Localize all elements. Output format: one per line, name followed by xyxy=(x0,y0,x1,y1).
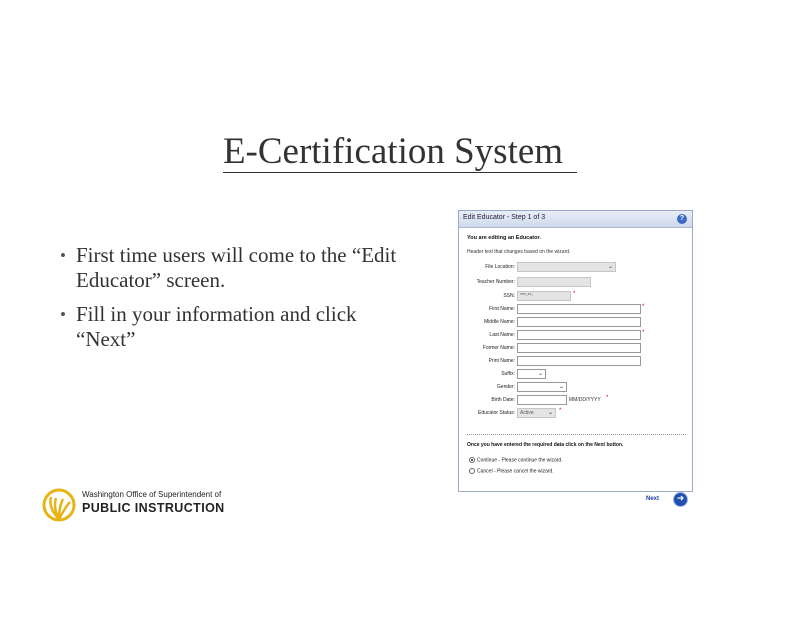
print-name-field[interactable] xyxy=(517,356,641,366)
dialog-intro: You are editing an Educator. xyxy=(467,235,541,241)
middle-name-label: Middle Name: xyxy=(484,319,515,325)
edit-educator-dialog xyxy=(458,210,693,492)
ospi-logo xyxy=(42,488,242,522)
divider xyxy=(467,434,686,435)
dialog-subtitle: Header text that changes based on the wizard. xyxy=(467,249,571,255)
file-location-select[interactable] xyxy=(517,262,616,272)
former-name-field[interactable] xyxy=(517,343,641,353)
slide-title-text: E-Certification System xyxy=(223,132,577,173)
ssn-label: SSN: xyxy=(503,293,515,299)
birth-date-row xyxy=(459,395,694,407)
file-location-label: File Location: xyxy=(485,264,515,270)
gender-select[interactable] xyxy=(517,382,567,392)
print-name-row xyxy=(459,356,694,368)
middle-name-field[interactable] xyxy=(517,317,641,327)
educator-status-row xyxy=(459,408,694,420)
first-name-label: First Name: xyxy=(489,306,515,312)
birth-date-field[interactable] xyxy=(517,395,567,405)
last-name-label: Last Name: xyxy=(489,332,515,338)
gender-label: Gender: xyxy=(496,384,515,390)
bullet-item: • Fill in your information and click “Next” xyxy=(60,302,420,352)
ssn-field[interactable]: ***-**- xyxy=(517,291,571,301)
chevron-down-icon: ⌄ xyxy=(547,410,553,416)
dialog-header xyxy=(459,211,692,228)
first-name-row xyxy=(459,304,694,316)
required-marker: * xyxy=(642,330,645,336)
continue-option[interactable] xyxy=(469,457,563,463)
dialog-title: Edit Educator - Step 1 of 3 xyxy=(463,214,546,221)
chevron-down-icon: ⌄ xyxy=(537,371,543,377)
required-marker: * xyxy=(642,304,645,310)
teacher-number-row xyxy=(459,277,694,289)
former-name-row xyxy=(459,343,694,355)
continue-radio[interactable] xyxy=(469,457,475,463)
ssn-row xyxy=(459,291,694,303)
educator-status-value: Active xyxy=(520,410,534,416)
former-name-label: Former Name: xyxy=(482,345,515,351)
gender-row xyxy=(459,382,694,394)
middle-name-row xyxy=(459,317,694,329)
dialog-note: Once you have entered the required data click on the Next button. xyxy=(467,442,624,448)
cancel-option[interactable] xyxy=(469,468,554,474)
file-location-row xyxy=(459,262,694,274)
next-link[interactable]: Next xyxy=(646,496,660,502)
educator-status-select[interactable] xyxy=(517,408,556,418)
last-name-row xyxy=(459,330,694,342)
teacher-number-field[interactable] xyxy=(517,277,591,287)
chevron-down-icon: ⌄ xyxy=(558,384,564,390)
suffix-label: Suffix: xyxy=(501,371,515,377)
logo-line-1: Washington Office of Superintendent of xyxy=(82,490,222,499)
slide-title xyxy=(0,130,800,173)
print-name-label: Print Name: xyxy=(488,358,515,364)
chevron-down-icon: ⌄ xyxy=(607,264,613,270)
birth-date-hint: MM/DD/YYYY xyxy=(569,397,601,403)
educator-status-label: Educator Status: xyxy=(478,410,515,416)
cancel-label: Cancel - Please cancel the wizard. xyxy=(477,468,554,475)
sun-emblem-icon xyxy=(42,488,76,522)
required-marker: * xyxy=(559,408,562,414)
help-icon[interactable]: ? xyxy=(677,214,687,224)
bullet-item: • First time users will come to the “Edit Educator” screen. xyxy=(60,243,420,293)
teacher-number-label: Teacher Number: xyxy=(476,279,515,285)
required-marker: * xyxy=(606,395,609,401)
first-name-field[interactable] xyxy=(517,304,641,314)
bullet-list xyxy=(60,243,420,361)
suffix-select[interactable] xyxy=(517,369,546,379)
continue-label: Continue - Please continue the wizard. xyxy=(477,457,563,464)
birth-date-label: Birth Date: xyxy=(491,397,515,403)
required-marker: * xyxy=(573,291,576,297)
arrow-right-icon[interactable]: ➜ xyxy=(674,493,687,506)
logo-line-2: PUBLIC INSTRUCTION xyxy=(82,501,225,515)
suffix-row xyxy=(459,369,694,381)
cancel-radio[interactable] xyxy=(469,468,475,474)
last-name-field[interactable] xyxy=(517,330,641,340)
